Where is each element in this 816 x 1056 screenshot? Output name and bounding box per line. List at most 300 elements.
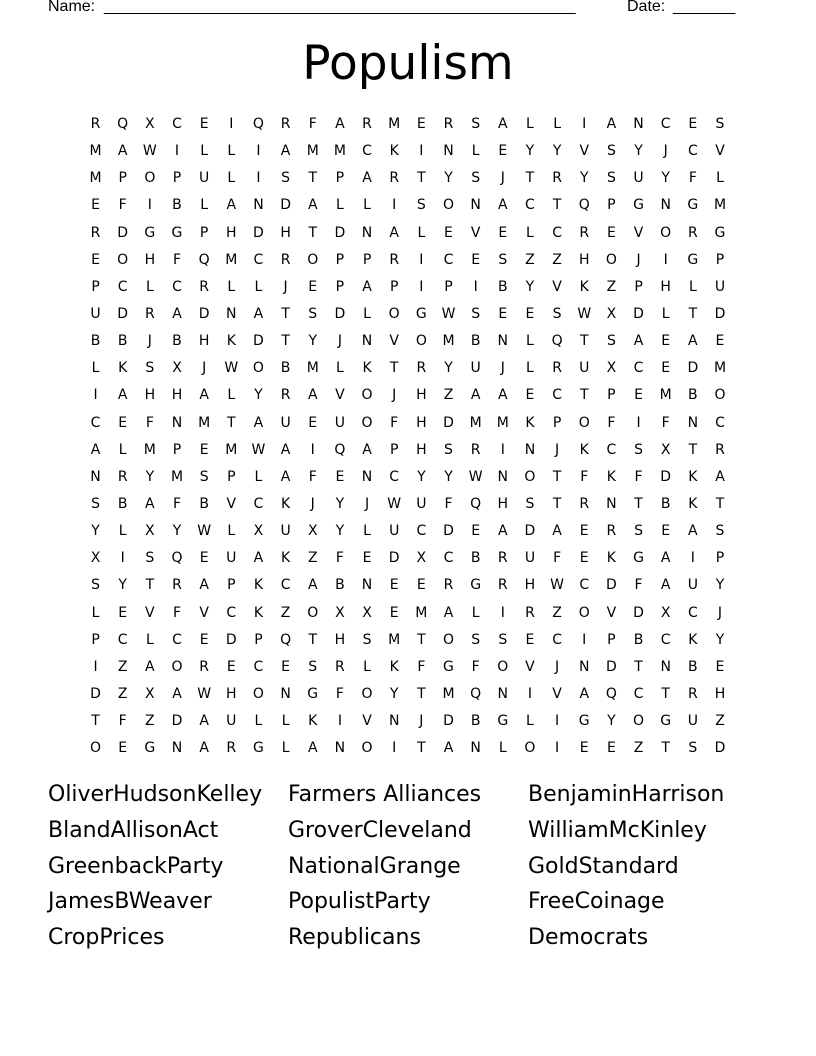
grid-letter: P [91,278,100,295]
grid-letter: E [471,523,481,540]
grid-letter: L [145,631,154,648]
grid-letter: E [91,251,100,268]
grid-letter: W [550,577,565,594]
grid-letter: A [335,116,345,132]
grid-letter: I [690,550,695,567]
date-blank-line: _______ [673,0,736,15]
grid-letter: J [310,495,315,512]
grid-letter: O [361,414,373,431]
grid-letter: Y [525,278,535,295]
grid-row [82,654,734,681]
grid-letter: K [579,278,589,295]
grid-letter: E [634,387,643,404]
grid-letter: W [251,441,266,458]
grid-letter: C [117,631,128,648]
grid-letter: S [634,523,643,540]
grid-letter: C [443,251,454,268]
grid-letter: X [253,523,264,540]
word-bank-item: Farmers Alliances [288,782,482,807]
grid-letter: F [335,550,344,567]
grid-letter: V [552,685,562,702]
grid-letter: M [713,197,727,214]
grid-letter: P [335,251,345,268]
word-bank [48,777,768,956]
grid-letter: Y [607,713,616,730]
word-bank-item: Democrats [528,925,649,951]
grid-letter: Z [552,251,562,268]
grid-letter: I [147,197,152,214]
grid-letter: Q [551,333,563,350]
grid-letter: F [308,116,317,132]
grid-letter: R [497,577,508,594]
grid-letter: N [497,685,509,702]
grid-letter: K [525,414,535,431]
grid-letter: D [253,224,264,241]
grid-letter: J [555,658,560,675]
grid-letter: W [577,305,592,322]
grid-letter: C [172,278,182,295]
grid-letter: L [661,305,670,322]
grid-letter: L [227,523,236,540]
grid-letter: P [607,387,616,404]
grid-letter: R [280,387,291,404]
grid-letter: I [582,631,587,648]
grid-letter: Y [335,523,345,540]
grid-letter: X [145,685,155,702]
grid-letter: Q [198,251,210,268]
grid-letter: I [419,278,424,295]
grid-row [82,681,734,708]
word-bank-item: JamesBWeaver [48,889,212,915]
grid-letter: D [334,305,346,322]
grid-letter: F [688,170,697,187]
grid-letter: G [633,197,644,214]
grid-letter: H [578,251,590,268]
grid-row [82,328,734,355]
grid-letter: D [443,713,454,730]
grid-letter: A [172,685,182,702]
grid-letter: B [199,495,209,512]
grid-letter: N [171,414,183,431]
grid-letter: L [526,713,534,730]
grid-letter: F [118,197,127,214]
grid-letter: M [198,414,211,431]
grid-letter: M [415,604,428,621]
grid-letter: H [416,441,427,458]
grid-letter: K [389,658,399,675]
grid-letter: A [688,333,698,350]
grid-letter: E [362,550,372,567]
grid-letter: A [226,197,237,214]
grid-letter: Z [552,604,562,621]
grid-letter: N [606,495,617,512]
grid-letter: F [118,713,127,730]
grid-letter: R [172,577,182,594]
grid-letter: O [524,468,536,485]
grid-letter: Y [389,685,399,702]
grid-letter: A [498,116,508,132]
grid-letter: C [253,251,264,268]
grid-letter: I [419,143,424,160]
grid-letter: G [578,713,590,730]
grid-letter: E [199,116,209,132]
grid-letter: I [229,116,234,132]
grid-letter: L [363,305,371,322]
grid-letter: N [660,658,671,675]
grid-letter: B [688,658,698,675]
grid-letter: K [389,143,399,160]
grid-letter: Y [118,577,127,594]
grid-letter: A [660,577,671,594]
grid-letter: A [443,604,454,621]
grid-letter: A [633,333,644,350]
grid-letter: E [715,658,725,675]
grid-letter: H [497,495,509,512]
word-bank-item: Republicans [288,925,421,951]
grid-letter: N [361,224,373,241]
grid-letter: M [713,360,727,377]
grid-letter: D [117,305,129,322]
grid-letter: D [225,631,237,648]
grid-letter: I [120,550,125,567]
grid-letter: C [416,523,427,540]
grid-letter: X [307,523,318,540]
grid-letter: K [688,468,698,485]
grid-letter: V [579,143,590,160]
grid-letter: D [388,550,400,567]
name-blank-line: _____________________________________________________ [104,0,576,15]
grid-letter: A [688,523,698,540]
grid-letter: N [388,713,400,730]
grid-letter: C [172,116,182,132]
date-label: Date: [627,0,666,15]
grid-letter: S [444,441,453,458]
grid-letter: Y [661,170,670,187]
grid-row [82,464,734,491]
grid-letter: O [361,740,373,757]
grid-letter: L [363,658,371,675]
name-label: Name: [48,0,96,15]
grid-letter: Y [308,333,318,350]
grid-letter: K [281,495,291,512]
grid-letter: A [145,658,155,675]
grid-letter: N [90,468,101,485]
grid-letter: J [500,360,505,377]
grid-letter: O [307,604,319,621]
grid-letter: E [525,631,535,648]
grid-letter: B [280,360,291,377]
grid-letter: N [470,740,481,757]
grid-letter: N [524,441,536,458]
grid-letter: O [633,713,645,730]
grid-letter: E [308,278,318,295]
grid-letter: D [606,577,617,594]
grid-letter: H [226,224,237,241]
grid-letter: U [90,305,101,322]
grid-letter: E [579,550,589,567]
grid-letter: M [143,441,156,458]
grid-letter: X [606,305,617,322]
grid-letter: T [91,713,100,730]
grid-letter: K [579,441,589,458]
grid-letter: A [253,414,264,431]
grid-letter: G [687,251,699,268]
grid-letter: M [306,360,319,377]
grid-row [82,545,734,572]
word-bank-item: GoldStandard [528,853,679,879]
grid-letter: N [497,333,509,350]
grid-letter: F [471,658,480,675]
grid-letter: K [362,360,372,377]
word-bank-row [48,920,768,956]
grid-letter: R [687,224,698,241]
grid-letter: O [361,685,373,702]
grid-letter: C [633,360,644,377]
grid-letter: E [498,143,508,160]
grid-letter: A [90,441,101,458]
grid-letter: N [443,143,454,160]
grid-letter: S [498,631,508,648]
grid-letter: Z [606,278,617,295]
grid-row [82,600,734,627]
grid-letter: G [470,577,482,594]
grid-letter: E [688,116,698,132]
grid-letter: U [334,414,346,431]
grid-letter: J [717,604,723,621]
grid-letter: Q [470,685,482,702]
grid-letter: M [388,631,401,648]
grid-letter: U [687,713,698,730]
grid-letter: X [416,550,427,567]
grid-letter: A [280,441,291,458]
grid-letter: L [227,387,236,404]
grid-letter: M [306,143,319,160]
grid-letter: T [552,197,562,214]
grid-letter: R [117,468,128,485]
grid-letter: I [636,414,641,431]
grid-row [82,220,734,247]
grid-letter: E [416,577,426,594]
grid-letter: S [715,523,725,540]
grid-letter: J [419,713,424,730]
grid-letter: L [227,143,236,160]
grid-letter: S [606,333,616,350]
grid-letter: P [362,251,372,268]
grid-letter: X [145,116,155,132]
grid-letter: D [633,604,644,621]
grid-row [82,165,734,192]
grid-letter: A [172,305,182,322]
grid-letter: M [469,414,482,431]
word-bank-row [48,884,768,920]
grid-letter: E [416,116,426,132]
grid-letter: Q [470,495,482,512]
grid-letter: W [197,523,212,540]
grid-letter: F [553,550,562,567]
grid-letter: A [307,387,318,404]
grid-letter: P [552,414,562,431]
grid-letter: X [606,360,617,377]
grid-letter: G [497,713,509,730]
grid-letter: P [634,278,643,295]
grid-letter: Z [145,713,155,730]
grid-letter: C [687,143,698,160]
grid-letter: P [335,170,345,187]
grid-letter: K [688,631,698,648]
grid-letter: R [389,251,400,268]
grid-row [82,355,734,382]
grid-letter: P [199,224,209,241]
grid-letter: T [552,495,562,512]
grid-letter: H [144,251,156,268]
grid-letter: Q [578,197,590,214]
grid-letter: R [90,116,101,132]
grid-letter: H [171,387,183,404]
grid-letter: X [172,360,182,377]
grid-letter: Z [715,713,725,730]
grid-letter: T [579,333,589,350]
grid-letter: C [552,631,562,648]
grid-letter: M [496,414,509,431]
grid-letter: A [498,197,508,214]
grid-letter: T [281,333,290,350]
grid-letter: E [498,305,508,322]
grid-letter: E [661,523,671,540]
grid-letter: V [606,604,617,621]
grid-letter: E [444,224,453,241]
grid-letter: A [362,441,372,458]
grid-letter: Y [552,143,562,160]
grid-letter: Y [335,495,345,512]
grid-letter: J [636,251,641,268]
grid-letter: F [634,577,643,594]
grid-letter: Q [334,441,346,458]
grid-letter: S [498,251,508,268]
grid-letter: A [199,577,209,594]
grid-letter: Q [117,116,129,132]
grid-letter: T [281,305,290,322]
grid-letter: N [660,197,671,214]
grid-row [82,410,734,437]
grid-letter: E [389,577,399,594]
grid-letter: E [199,550,209,567]
grid-letter: F [145,414,154,431]
grid-letter: W [441,305,456,322]
grid-letter: A [280,468,291,485]
grid-letter: L [118,441,127,458]
grid-letter: Y [172,523,182,540]
grid-letter: L [281,713,290,730]
grid-letter: V [470,224,481,241]
grid-letter: P [444,278,453,295]
grid-letter: L [227,170,236,187]
grid-letter: Z [117,658,128,675]
grid-letter: R [606,523,617,540]
grid-letter: G [171,224,183,241]
grid-letter: R [443,577,454,594]
grid-row [82,735,734,762]
grid-letter: H [280,224,291,241]
grid-letter: P [715,550,725,567]
grid-letter: F [390,414,399,431]
grid-letter: L [227,278,236,295]
grid-letter: S [471,116,481,132]
grid-letter: P [715,251,725,268]
grid-letter: Y [91,523,100,540]
grid-letter: E [471,251,481,268]
grid-letter: O [714,387,726,404]
grid-letter: S [416,197,426,214]
grid-letter: E [498,224,508,241]
grid-letter: H [198,333,210,350]
grid-letter: U [199,170,210,187]
grid-letter: F [661,414,670,431]
grid-letter: E [661,360,671,377]
grid-letter: L [118,523,127,540]
grid-letter: G [443,658,454,675]
grid-letter: A [606,116,617,132]
grid-letter: R [525,604,535,621]
grid-letter: L [526,333,534,350]
grid-letter: A [498,523,508,540]
grid-letter: A [307,740,318,757]
grid-letter: V [525,658,535,675]
grid-letter: R [389,170,400,187]
grid-letter: B [117,495,128,512]
grid-letter: I [419,251,424,268]
grid-letter: P [118,170,127,187]
grid-letter: C [389,468,400,485]
grid-letter: I [582,116,587,132]
grid-letter: I [555,740,560,757]
grid-letter: L [335,360,344,377]
grid-letter: B [470,713,481,730]
grid-letter: R [552,170,562,187]
grid-letter: C [253,495,264,512]
grid-letter: O [388,305,400,322]
grid-letter: L [498,740,507,757]
grid-letter: D [714,740,726,757]
grid-letter: I [663,251,668,268]
grid-letter: P [389,441,399,458]
grid-letter: I [527,685,532,702]
grid-letter: W [142,143,157,160]
grid-letter: P [335,278,345,295]
grid-letter: J [337,333,342,350]
grid-row [82,627,734,654]
grid-letter: C [117,278,128,295]
grid-letter: I [93,387,98,404]
grid-letter: I [256,143,261,160]
grid-letter: N [687,414,699,431]
grid-letter: T [552,468,562,485]
grid-letter: S [471,170,481,187]
grid-letter: L [91,604,100,621]
grid-letter: S [471,631,481,648]
grid-letter: D [606,658,617,675]
grid-letter: R [199,658,209,675]
grid-row [82,111,734,138]
grid-letter: L [363,197,371,214]
grid-letter: U [470,360,481,377]
grid-letter: F [172,495,182,512]
grid-letter: E [308,414,318,431]
grid-letter: H [144,387,156,404]
grid-letter: A [443,740,454,757]
grid-letter: G [633,550,644,567]
grid-letter: Y [417,468,426,485]
grid-row [82,247,734,274]
